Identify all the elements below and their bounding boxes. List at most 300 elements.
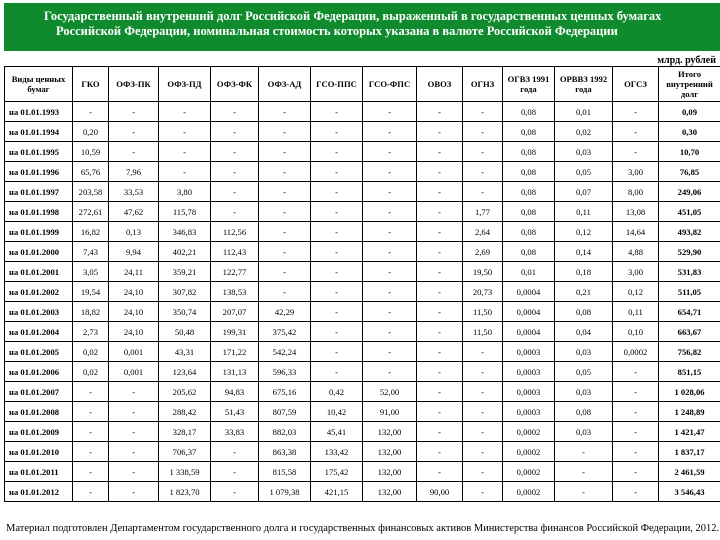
table-cell: 0,08 (555, 302, 613, 322)
table-cell: 307,82 (159, 282, 211, 302)
table-cell: - (613, 422, 659, 442)
table-cell: 882,03 (259, 422, 311, 442)
row-date: на 01.01.2009 (5, 422, 73, 442)
table-row (5, 162, 720, 182)
table-cell: - (417, 202, 463, 222)
table-cell: - (311, 182, 363, 202)
row-date: на 01.01.1994 (5, 122, 73, 142)
table-cell: - (417, 302, 463, 322)
table-cell: 24,10 (109, 282, 159, 302)
table-cell: - (417, 342, 463, 362)
column-header: ОВОЗ (417, 67, 463, 102)
table-cell: - (259, 262, 311, 282)
table-cell: 45,41 (311, 422, 363, 442)
row-total: 493,82 (659, 222, 720, 242)
table-cell: - (109, 402, 159, 422)
table-cell: - (159, 162, 211, 182)
table-cell: 115,78 (159, 202, 211, 222)
table-cell: - (73, 402, 109, 422)
table-cell: 203,58 (73, 182, 109, 202)
table-cell: - (109, 422, 159, 442)
table-cell: - (159, 102, 211, 122)
table-row (5, 222, 720, 242)
table-cell: - (211, 202, 259, 222)
table-cell: 50,48 (159, 322, 211, 342)
table-cell: - (417, 462, 463, 482)
table-cell: - (259, 122, 311, 142)
table-row (5, 462, 720, 482)
table-cell: 0,08 (503, 102, 555, 122)
table-cell: - (311, 322, 363, 342)
table-row (5, 302, 720, 322)
table-cell: 375,42 (259, 322, 311, 342)
table-row (5, 142, 720, 162)
table-cell: 207,07 (211, 302, 259, 322)
row-total: 529,90 (659, 242, 720, 262)
row-date: на 01.01.2010 (5, 442, 73, 462)
table-cell: 350,74 (159, 302, 211, 322)
table-cell: 402,21 (159, 242, 211, 262)
table-cell: - (109, 142, 159, 162)
table-cell: 132,00 (363, 482, 417, 502)
table-cell: - (259, 282, 311, 302)
row-total: 451,05 (659, 202, 720, 222)
table-cell: 14,64 (613, 222, 659, 242)
row-total: 10,70 (659, 142, 720, 162)
table-cell: 328,17 (159, 422, 211, 442)
column-header: ОФЗ-ПК (109, 67, 159, 102)
table-cell: - (613, 462, 659, 482)
table-cell: - (363, 222, 417, 242)
table-cell: 0,12 (613, 282, 659, 302)
table-row (5, 342, 720, 362)
table-cell: - (311, 282, 363, 302)
table-cell: - (417, 362, 463, 382)
table-row (5, 322, 720, 342)
table-cell: 3,80 (159, 182, 211, 202)
table-cell: 132,00 (363, 422, 417, 442)
table-cell: - (259, 142, 311, 162)
table-cell: 0,21 (555, 282, 613, 302)
row-date: на 01.01.2012 (5, 482, 73, 502)
table-cell: - (555, 462, 613, 482)
table-cell: 0,08 (503, 162, 555, 182)
table-cell: 0,0004 (503, 322, 555, 342)
table-cell: 8,00 (613, 182, 659, 202)
row-date: на 01.01.1999 (5, 222, 73, 242)
table-cell: - (463, 402, 503, 422)
table-cell: - (259, 102, 311, 122)
table-cell: 94,83 (211, 382, 259, 402)
table-cell: - (211, 182, 259, 202)
row-date: на 01.01.2000 (5, 242, 73, 262)
column-header: ГСО-ФПС (363, 67, 417, 102)
table-row (5, 202, 720, 222)
table-cell: - (463, 342, 503, 362)
table-cell: - (613, 402, 659, 422)
table-cell: - (311, 162, 363, 182)
table-cell: - (613, 362, 659, 382)
table-cell: - (417, 402, 463, 422)
table-cell: - (259, 162, 311, 182)
table-cell: 0,0002 (503, 482, 555, 502)
table-cell: 7,96 (109, 162, 159, 182)
table-cell: 0,0002 (503, 442, 555, 462)
table-cell: - (311, 202, 363, 222)
table-cell: 0,11 (613, 302, 659, 322)
table-cell: 47,62 (109, 202, 159, 222)
table-cell: - (613, 482, 659, 502)
source-footnote: Материал подготовлен Департаментом государственного долга и государственных финансовых активов Министерства финансов Российской Федерации, 2012. (6, 523, 720, 534)
table-cell: - (211, 122, 259, 142)
table-cell: - (159, 142, 211, 162)
table-cell: 18,82 (73, 302, 109, 322)
table-cell: 0,0002 (613, 342, 659, 362)
table-cell: 52,00 (363, 382, 417, 402)
table-cell: - (109, 382, 159, 402)
table-cell: - (73, 462, 109, 482)
table-cell: 0,0003 (503, 382, 555, 402)
table-cell: - (463, 182, 503, 202)
table-cell: - (613, 142, 659, 162)
table-cell: 11,50 (463, 322, 503, 342)
table-cell: - (363, 342, 417, 362)
row-total: 2 461,59 (659, 462, 720, 482)
table-cell: - (463, 442, 503, 462)
table-cell: 2,69 (463, 242, 503, 262)
row-total: 756,82 (659, 342, 720, 362)
table-cell: 0,08 (503, 222, 555, 242)
table-cell: - (109, 462, 159, 482)
table-cell: 4,88 (613, 242, 659, 262)
table-cell: - (73, 442, 109, 462)
row-date: на 01.01.2011 (5, 462, 73, 482)
table-cell: 175,42 (311, 462, 363, 482)
table-cell: 112,43 (211, 242, 259, 262)
row-total: 663,67 (659, 322, 720, 342)
table-cell: 0,0002 (503, 422, 555, 442)
table-cell: - (417, 162, 463, 182)
row-total: 0,30 (659, 122, 720, 142)
table-cell: 0,42 (311, 382, 363, 402)
row-date: на 01.01.1996 (5, 162, 73, 182)
row-date: на 01.01.1993 (5, 102, 73, 122)
table-cell: 0,08 (555, 402, 613, 422)
table-cell: 20,73 (463, 282, 503, 302)
row-total: 249,06 (659, 182, 720, 202)
table-cell: - (363, 162, 417, 182)
table-cell: - (363, 122, 417, 142)
row-date: на 01.01.2005 (5, 342, 73, 362)
table-cell: 0,20 (73, 122, 109, 142)
table-cell: 0,0003 (503, 362, 555, 382)
table-cell: - (463, 162, 503, 182)
row-total: 1 421,47 (659, 422, 720, 442)
table-cell: - (259, 222, 311, 242)
table-cell: 132,00 (363, 442, 417, 462)
column-header: Итого внутренний долг (659, 67, 720, 102)
row-total: 1 028,06 (659, 382, 720, 402)
table-cell: 288,42 (159, 402, 211, 422)
table-cell: 675,16 (259, 382, 311, 402)
table-cell: 0,04 (555, 322, 613, 342)
table-cell: - (259, 202, 311, 222)
table-cell: - (311, 362, 363, 382)
table-cell: 112,56 (211, 222, 259, 242)
table-cell: 346,83 (159, 222, 211, 242)
column-header: ОФЗ-ФК (211, 67, 259, 102)
table-cell: - (311, 102, 363, 122)
table-cell: 2,64 (463, 222, 503, 242)
table-cell: 90,00 (417, 482, 463, 502)
table-cell: 10,59 (73, 142, 109, 162)
table-cell: 0,03 (555, 142, 613, 162)
table-cell: - (463, 362, 503, 382)
table-cell: - (311, 142, 363, 162)
table-cell: - (463, 102, 503, 122)
table-cell: - (417, 262, 463, 282)
table-cell: - (363, 362, 417, 382)
table-row (5, 262, 720, 282)
table-cell: 0,13 (109, 222, 159, 242)
table-cell: - (463, 122, 503, 142)
table-cell: 542,24 (259, 342, 311, 362)
row-total: 76,85 (659, 162, 720, 182)
table-cell: 0,02 (73, 362, 109, 382)
table-cell: 138,53 (211, 282, 259, 302)
row-total: 654,71 (659, 302, 720, 322)
table-cell: 0,01 (555, 102, 613, 122)
row-date: на 01.01.2002 (5, 282, 73, 302)
table-cell: - (211, 142, 259, 162)
table-cell: - (417, 182, 463, 202)
table-cell: 2,73 (73, 322, 109, 342)
table-cell: - (159, 122, 211, 142)
row-total: 851,15 (659, 362, 720, 382)
table-row (5, 242, 720, 262)
table-cell: 596,33 (259, 362, 311, 382)
table-cell: 815,58 (259, 462, 311, 482)
table-cell: 133,42 (311, 442, 363, 462)
table-cell: 0,10 (613, 322, 659, 342)
table-cell: - (109, 442, 159, 462)
table-cell: 1,77 (463, 202, 503, 222)
row-total: 511,05 (659, 282, 720, 302)
table-cell: 24,10 (109, 302, 159, 322)
table-cell: 0,11 (555, 202, 613, 222)
table-cell: 0,03 (555, 422, 613, 442)
table-cell: 19,50 (463, 262, 503, 282)
table-cell: - (417, 242, 463, 262)
table-cell: 3,05 (73, 262, 109, 282)
table-cell: - (417, 142, 463, 162)
table-cell: - (109, 482, 159, 502)
debt-table (4, 66, 720, 502)
table-cell: - (463, 482, 503, 502)
table-row (5, 482, 720, 502)
row-date: на 01.01.2006 (5, 362, 73, 382)
table-cell: 0,08 (503, 122, 555, 142)
column-header: ОРВВЗ 1992 года (555, 67, 613, 102)
table-row (5, 422, 720, 442)
table-cell: - (363, 262, 417, 282)
table-cell: - (363, 302, 417, 322)
table-cell: 0,05 (555, 362, 613, 382)
table-cell: - (311, 342, 363, 362)
table-body (5, 102, 720, 502)
table-cell: 0,02 (73, 342, 109, 362)
table-cell: - (363, 202, 417, 222)
table-cell: 123,64 (159, 362, 211, 382)
table-cell: 171,22 (211, 342, 259, 362)
table-cell: - (311, 262, 363, 282)
table-cell: - (311, 222, 363, 242)
table-cell: 0,03 (555, 342, 613, 362)
table-cell: 24,11 (109, 262, 159, 282)
row-date: на 01.01.1997 (5, 182, 73, 202)
table-cell: 132,00 (363, 462, 417, 482)
table-cell: - (463, 382, 503, 402)
column-header: ГСО-ППС (311, 67, 363, 102)
column-header: ГКО (73, 67, 109, 102)
table-cell: - (109, 122, 159, 142)
table-cell: - (73, 382, 109, 402)
table-cell: 0,01 (503, 262, 555, 282)
table-row (5, 182, 720, 202)
column-header: ОФЗ-АД (259, 67, 311, 102)
table-cell: 43,31 (159, 342, 211, 362)
table-cell: - (613, 382, 659, 402)
table-cell: 0,0003 (503, 402, 555, 422)
row-total: 3 546,43 (659, 482, 720, 502)
table-cell: - (613, 102, 659, 122)
table-row (5, 382, 720, 402)
table-cell: 91,00 (363, 402, 417, 422)
table-cell: 0,03 (555, 382, 613, 402)
row-total: 0,09 (659, 102, 720, 122)
table-cell: 0,08 (503, 202, 555, 222)
table-cell: 1 338,59 (159, 462, 211, 482)
table-cell: 0,0004 (503, 302, 555, 322)
table-cell: - (311, 242, 363, 262)
table-row (5, 442, 720, 462)
row-date: на 01.01.2008 (5, 402, 73, 422)
table-cell: 0,08 (503, 182, 555, 202)
table-cell: - (363, 142, 417, 162)
table-cell: - (259, 182, 311, 202)
table-cell: 65,76 (73, 162, 109, 182)
table-cell: - (363, 182, 417, 202)
table-cell: - (211, 442, 259, 462)
row-total: 1 248,89 (659, 402, 720, 422)
table-cell: 0,08 (503, 242, 555, 262)
table-cell: 33,53 (109, 182, 159, 202)
table-cell: 122,77 (211, 262, 259, 282)
table-row (5, 102, 720, 122)
header-row (5, 67, 720, 102)
row-date: на 01.01.2001 (5, 262, 73, 282)
table-cell: 0,0004 (503, 282, 555, 302)
table-cell: 0,12 (555, 222, 613, 242)
table-cell: 0,18 (555, 262, 613, 282)
table-cell: - (363, 242, 417, 262)
table-cell: 359,21 (159, 262, 211, 282)
row-date: на 01.01.1998 (5, 202, 73, 222)
table-cell: - (73, 102, 109, 122)
table-cell: - (417, 382, 463, 402)
table-cell: - (311, 302, 363, 322)
table-cell: 33,83 (211, 422, 259, 442)
column-header: ОГСЗ (613, 67, 659, 102)
column-header: Виды ценных бумаг (5, 67, 73, 102)
table-cell: 9,94 (109, 242, 159, 262)
table-cell: 272,61 (73, 202, 109, 222)
table-cell: 0,0003 (503, 342, 555, 362)
table-cell: 0,02 (555, 122, 613, 142)
table-cell: 0,07 (555, 182, 613, 202)
table-cell: - (363, 322, 417, 342)
table-cell: 7,43 (73, 242, 109, 262)
table-cell: 0,001 (109, 362, 159, 382)
table-cell: 863,38 (259, 442, 311, 462)
title-line-2: Российской Федерации, номинальная стоимость которых указана в валюте Российской Федерации (56, 24, 618, 38)
row-total: 531,83 (659, 262, 720, 282)
table-cell: 19,54 (73, 282, 109, 302)
table-cell: 205,62 (159, 382, 211, 402)
table-cell: 199,31 (211, 322, 259, 342)
table-cell: - (363, 102, 417, 122)
table-cell: 0,14 (555, 242, 613, 262)
table-cell: 706,37 (159, 442, 211, 462)
table-row (5, 402, 720, 422)
table-cell: 42,29 (259, 302, 311, 322)
table-cell: 16,82 (73, 222, 109, 242)
table-cell: - (417, 422, 463, 442)
table-cell: 1 823,70 (159, 482, 211, 502)
table-cell: - (555, 442, 613, 462)
table-cell: - (555, 482, 613, 502)
table-cell: - (73, 482, 109, 502)
table-cell: 24,10 (109, 322, 159, 342)
column-header: ОГНЗ (463, 67, 503, 102)
table-cell: - (463, 142, 503, 162)
table-cell: 807,59 (259, 402, 311, 422)
table-cell: - (417, 322, 463, 342)
table-cell: - (211, 162, 259, 182)
table-cell: 13,08 (613, 202, 659, 222)
table-cell: 0,001 (109, 342, 159, 362)
table-cell: - (211, 482, 259, 502)
table-cell: - (73, 422, 109, 442)
table-cell: - (417, 222, 463, 242)
table-cell: - (613, 442, 659, 462)
row-date: на 01.01.2003 (5, 302, 73, 322)
table-cell: - (417, 102, 463, 122)
table-cell: - (417, 122, 463, 142)
table-cell: - (311, 122, 363, 142)
table-cell: - (463, 422, 503, 442)
row-date: на 01.01.2007 (5, 382, 73, 402)
table-cell: - (463, 462, 503, 482)
table-cell: - (259, 242, 311, 262)
table-cell: 3,00 (613, 162, 659, 182)
table-cell: 1 079,38 (259, 482, 311, 502)
table-cell: - (613, 122, 659, 142)
row-total: 1 837,17 (659, 442, 720, 462)
table-cell: - (211, 102, 259, 122)
column-header: ОФЗ-ПД (159, 67, 211, 102)
table-cell: 51,43 (211, 402, 259, 422)
